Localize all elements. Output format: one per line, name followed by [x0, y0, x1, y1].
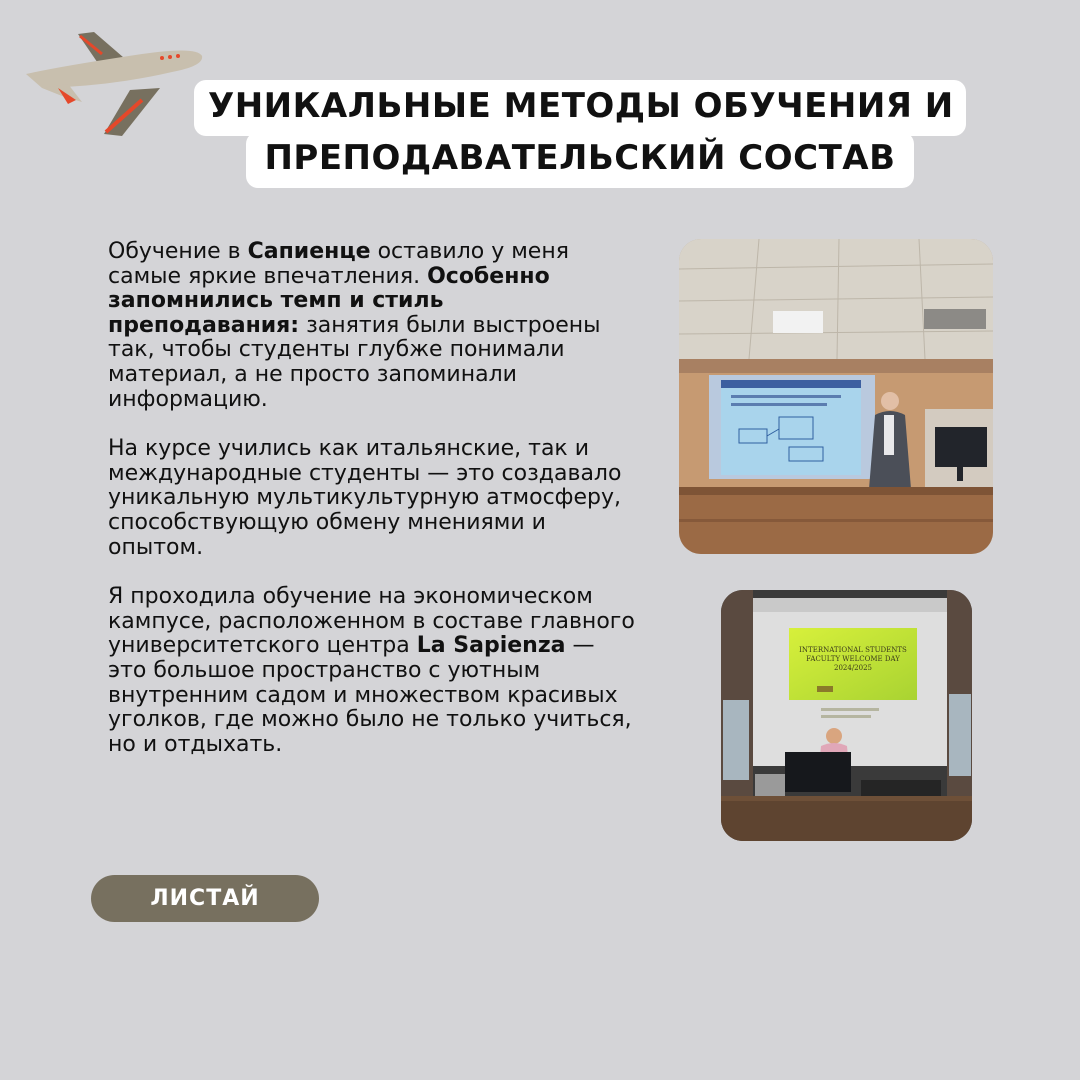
bold-fragment: La Sapienza — [416, 633, 566, 659]
bold-fragment: Сапиенце — [247, 239, 371, 264]
text-fragment: занятия были выстроены так, чтобы студенты глубже понимали материал, а не просто запоминали информацию. — [108, 312, 601, 412]
text-fragment: оставило у меня самые яркие впечатления. — [108, 239, 569, 289]
bold-fragment: Особенно запомнились темп и стиль преподавания: — [108, 263, 550, 338]
paragraph-3 — [108, 585, 638, 757]
page-title-line-1: УНИКАЛЬНЫЕ МЕТОДЫ ОБУЧЕНИЯ И — [194, 80, 966, 136]
paragraph-1 — [108, 240, 638, 412]
page-title-line-2: ПРЕПОДАВАТЕЛЬСКИЙ СОСТАВ — [246, 132, 914, 188]
text-fragment: Я проходила обучение на экономическом кампусе, расположенном в составе главного университетского центра — [108, 584, 635, 659]
swipe-button[interactable]: ЛИСТАЙ — [91, 875, 319, 922]
slide-line-1: INTERNATIONAL STUDENTS — [799, 646, 907, 654]
lecture-photo — [679, 239, 993, 554]
text-fragment: Обучение в — [108, 239, 248, 264]
body-text — [108, 240, 638, 782]
slide-line-2: FACULTY WELCOME DAY — [806, 655, 900, 663]
slide-line-3: 2024/2025 — [834, 664, 872, 672]
airplane-icon — [22, 26, 212, 146]
text-fragment: — это большое пространство с уютным внутренним садом и множеством красивых уголков, где можно было не только учиться, но и отдыхать. — [108, 633, 632, 757]
welcome-day-photo — [721, 590, 972, 841]
paragraph-2: На курсе учились как итальянские, так и международные студенты — это создавало уникальную мультикультурную атмосферу, способствующую обмену мнениями и опытом. — [108, 436, 622, 560]
